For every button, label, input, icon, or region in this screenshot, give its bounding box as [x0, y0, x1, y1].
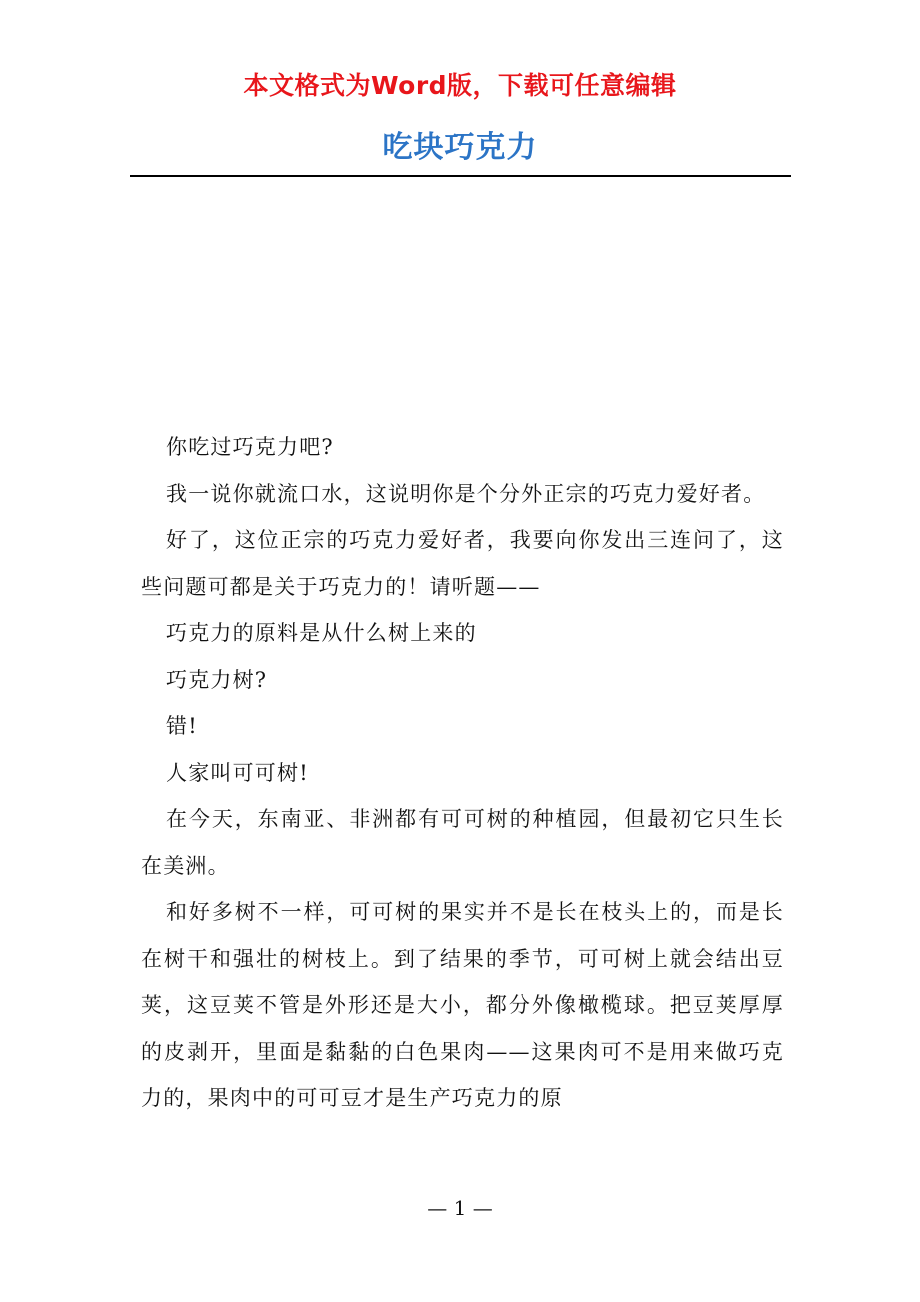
document-title: 吃块巧克力 [382, 130, 538, 165]
paragraph: 和好多树不一样，可可树的果实并不是长在枝头上的，而是长在树干和强壮的树枝上。到了结果的季节，可可树上就会结出豆荚，这豆荚不管是外形还是大小，都分外像橄榄球。把豆荚厚厚的皮剥开，里面是黏黏的白色果肉——这果肉可不是用来做巧克力的，果肉中的可可豆才是生产巧克力的原 [141, 900, 784, 1110]
title-divider [130, 175, 791, 177]
paragraph: 错! [166, 714, 198, 738]
format-notice: 本文格式为Word版，下载可任意编辑 [243, 71, 677, 100]
paragraph: 在今天，东南亚、非洲都有可可树的种植园，但最初它只生长在美洲。 [141, 807, 784, 878]
paragraph: 好了，这位正宗的巧克力爱好者，我要向你发出三连问了，这些问题可都是关于巧克力的！请听题—— [141, 528, 784, 599]
paragraph: 巧克力树? [166, 667, 268, 692]
article-body [141, 424, 784, 1122]
paragraph: 巧克力的原料是从什么树上来的 [166, 621, 477, 645]
paragraph: 我一说你就流口水，这说明你是个分外正宗的巧克力爱好者。 [166, 481, 766, 506]
paragraph: 你吃过巧克力吧? [166, 435, 334, 459]
paragraph: 人家叫可可树! [166, 760, 309, 785]
page-number: — 1 — [427, 1196, 493, 1220]
